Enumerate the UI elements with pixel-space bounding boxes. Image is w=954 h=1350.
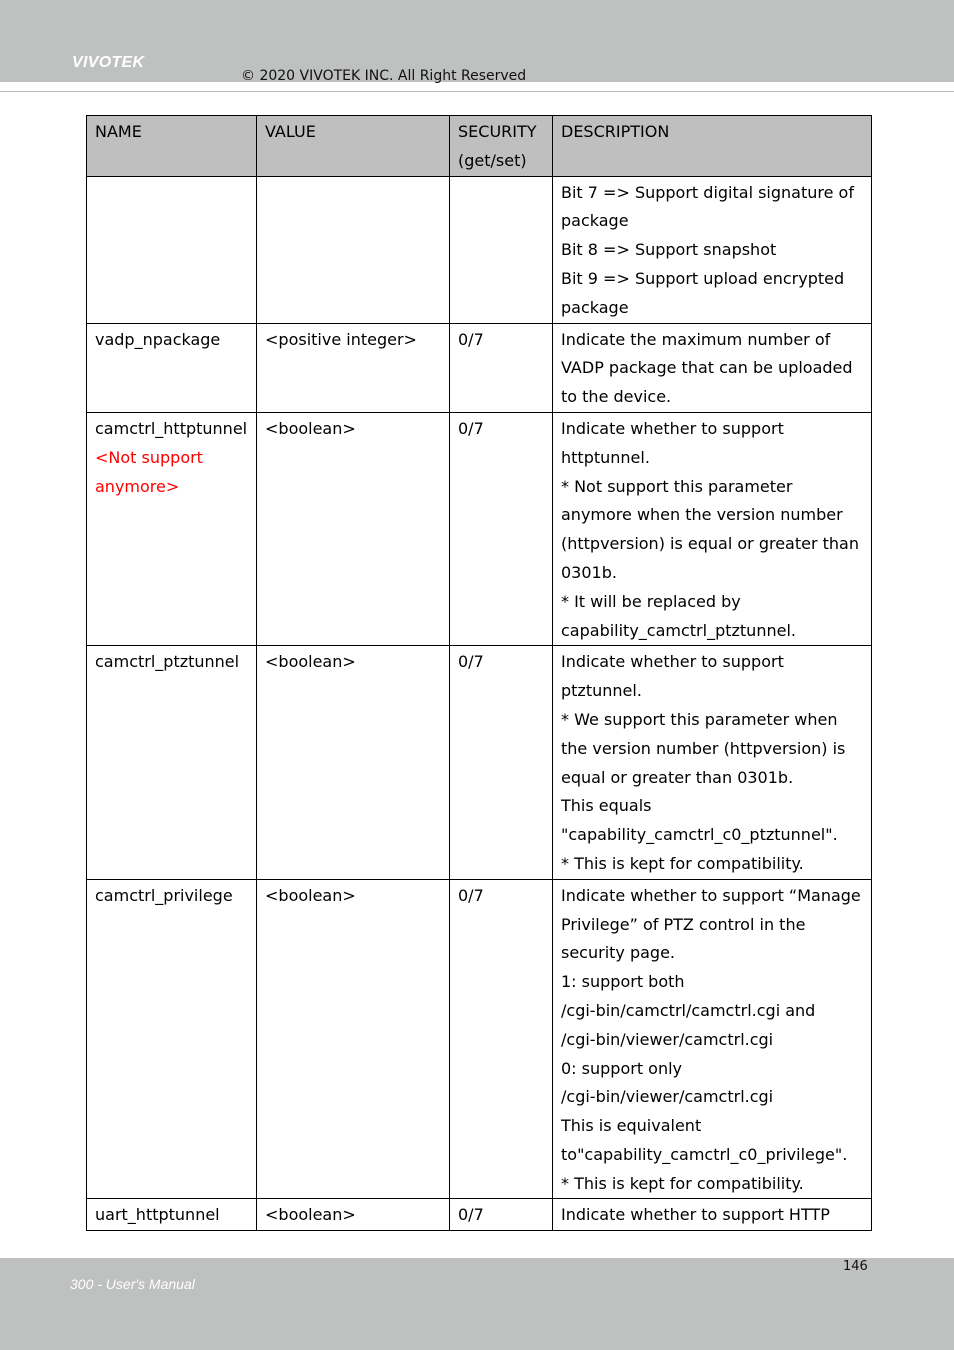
cell-name bbox=[87, 176, 257, 323]
column-header-value: VALUE bbox=[257, 116, 450, 177]
brand-logo: VIVOTEK bbox=[72, 54, 145, 71]
cell-value bbox=[257, 176, 450, 323]
table-row bbox=[87, 879, 872, 1199]
description-line: Bit 8 => Support snapshot bbox=[561, 240, 777, 260]
description-line: security page. bbox=[561, 943, 676, 963]
column-header-name: NAME bbox=[87, 116, 257, 177]
header-divider bbox=[0, 91, 954, 92]
column-header-description: DESCRIPTION bbox=[553, 116, 872, 177]
cell-name: uart_httptunnel bbox=[87, 1199, 257, 1231]
description-line: ptztunnel. bbox=[561, 681, 642, 701]
cell-value: <positive integer> bbox=[257, 323, 450, 412]
description-line: the version number (httpversion) is bbox=[561, 738, 846, 758]
table-header-row bbox=[87, 116, 872, 177]
table-row bbox=[87, 176, 872, 323]
description-line: This is equivalent bbox=[561, 1116, 702, 1136]
deprecation-note: <Not support bbox=[95, 447, 203, 467]
description-line: (httpversion) is equal or greater than bbox=[561, 534, 859, 554]
cell-security: 0/7 bbox=[450, 412, 553, 645]
cell-value: <boolean> bbox=[257, 879, 450, 1199]
description-line: 0: support only bbox=[561, 1058, 683, 1078]
cell-security bbox=[450, 176, 553, 323]
footer-band bbox=[0, 1258, 954, 1350]
description-line: /cgi-bin/viewer/camctrl.cgi bbox=[561, 1029, 774, 1049]
cell-security: 0/7 bbox=[450, 646, 553, 879]
cell-name: camctrl_privilege bbox=[87, 879, 257, 1199]
deprecation-note: anymore> bbox=[95, 476, 180, 496]
description-line: 0301b. bbox=[561, 562, 617, 582]
description-line: Privilege” of PTZ control in the bbox=[561, 914, 806, 934]
description-line: httptunnel. bbox=[561, 447, 650, 467]
table-row bbox=[87, 1199, 872, 1231]
description-line: * This is kept for compatibility. bbox=[561, 853, 804, 873]
table-row bbox=[87, 412, 872, 645]
cell-value: <boolean> bbox=[257, 1199, 450, 1231]
cell-name bbox=[87, 412, 257, 645]
description-line: package bbox=[561, 297, 629, 317]
description-line: * It will be replaced by bbox=[561, 591, 741, 611]
description-line: * We support this parameter when bbox=[561, 709, 838, 729]
cell-description bbox=[553, 646, 872, 879]
header-band bbox=[0, 0, 954, 82]
description-line: * This is kept for compatibility. bbox=[561, 1173, 804, 1193]
column-header-security: SECURITY (get/set) bbox=[450, 116, 553, 177]
description-line: Indicate whether to support bbox=[561, 652, 784, 672]
page-number: 146 bbox=[843, 1259, 868, 1274]
description-line: Indicate the maximum number of bbox=[561, 329, 831, 349]
description-line: to the device. bbox=[561, 387, 672, 407]
description-line: Bit 9 => Support upload encrypted bbox=[561, 268, 845, 288]
description-line: This equals bbox=[561, 796, 652, 816]
cell-description bbox=[553, 879, 872, 1199]
description-line: anymore when the version number bbox=[561, 505, 843, 525]
description-line: capability_camctrl_ptztunnel. bbox=[561, 620, 796, 640]
cell-description bbox=[553, 176, 872, 323]
description-line: Bit 7 => Support digital signature of bbox=[561, 182, 854, 202]
manual-label: 300 - User's Manual bbox=[70, 1276, 195, 1292]
description-line: 1: support both bbox=[561, 972, 685, 992]
description-line: Indicate whether to support “Manage bbox=[561, 885, 861, 905]
cell-description bbox=[553, 323, 872, 412]
cell-security: 0/7 bbox=[450, 1199, 553, 1231]
description-line: VADP package that can be uploaded bbox=[561, 358, 853, 378]
description-line: /cgi-bin/viewer/camctrl.cgi bbox=[561, 1087, 774, 1107]
cell-name: camctrl_ptztunnel bbox=[87, 646, 257, 879]
cell-description bbox=[553, 1199, 872, 1231]
description-line: to"capability_camctrl_c0_privilege". bbox=[561, 1144, 848, 1164]
cell-security: 0/7 bbox=[450, 879, 553, 1199]
table-row bbox=[87, 323, 872, 412]
description-line: Indicate whether to support HTTP bbox=[561, 1205, 830, 1225]
table-row bbox=[87, 646, 872, 879]
description-line: "capability_camctrl_c0_ptztunnel". bbox=[561, 825, 838, 845]
cell-description bbox=[553, 412, 872, 645]
cell-value: <boolean> bbox=[257, 412, 450, 645]
description-line: equal or greater than 0301b. bbox=[561, 767, 794, 787]
parameter-name: camctrl_httptunnel bbox=[95, 418, 248, 438]
copyright-notice: © 2020 VIVOTEK INC. All Right Reserved bbox=[241, 68, 527, 84]
parameter-table bbox=[86, 115, 872, 1231]
description-line: package bbox=[561, 211, 629, 231]
description-line: * Not support this parameter bbox=[561, 476, 793, 496]
description-line: /cgi-bin/camctrl/camctrl.cgi and bbox=[561, 1000, 816, 1020]
cell-value: <boolean> bbox=[257, 646, 450, 879]
cell-security: 0/7 bbox=[450, 323, 553, 412]
description-line: Indicate whether to support bbox=[561, 418, 784, 438]
cell-name: vadp_npackage bbox=[87, 323, 257, 412]
